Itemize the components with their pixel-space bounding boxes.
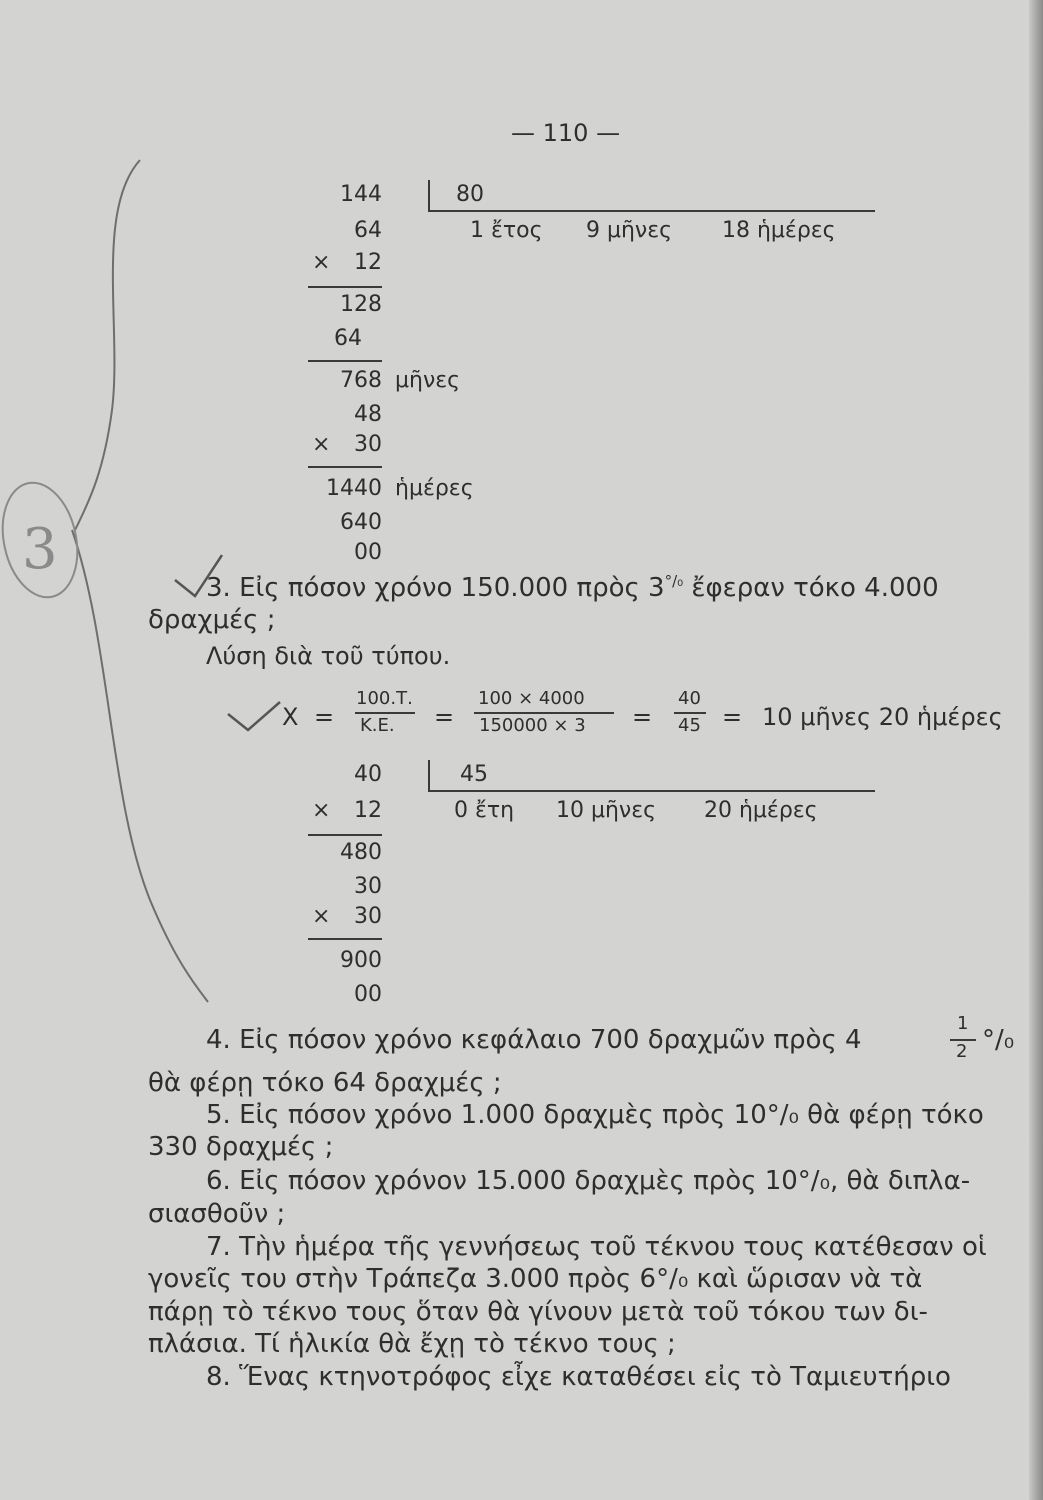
work-row: 30	[354, 904, 382, 929]
fraction-denominator: 2	[956, 1041, 968, 1062]
check-mark-icon	[228, 702, 280, 730]
problem-6-line-2: σιασθοῦν ;	[148, 1199, 286, 1229]
work-row: 640	[340, 510, 382, 535]
solution-label: Λύση διὰ τοῦ τύπου.	[206, 642, 451, 670]
problem-4-line-2: θὰ φέρῃ τόκο 64 δραχμές ;	[148, 1068, 502, 1098]
problem-5-line-2: 330 δραχμές ;	[148, 1132, 334, 1162]
dividend: 40	[354, 762, 382, 787]
quotient-days: 20 ἡμέρες	[704, 798, 818, 823]
work-row: 12	[354, 798, 382, 823]
unit-label: ἡμέρες	[395, 476, 474, 501]
work-row: 128	[340, 292, 382, 317]
fraction-2-denominator: 150000 × 3	[479, 715, 586, 736]
fraction-3-numerator: 40	[678, 688, 701, 709]
work-row: 900	[340, 948, 382, 973]
formula-x: X	[282, 703, 299, 731]
fraction-1-numerator: 100.Τ.	[356, 688, 413, 709]
fraction-numerator: 1	[957, 1013, 969, 1034]
multiply-sign: ×	[312, 250, 331, 275]
work-row: 00	[354, 982, 382, 1007]
work-row: 64	[334, 326, 362, 351]
unit-label: μῆνες	[395, 368, 461, 393]
fraction-1-denominator: Κ.Ε.	[360, 715, 395, 736]
multiply-sign: ×	[312, 904, 331, 929]
divisor: 80	[456, 182, 484, 207]
bracket-lower-stroke	[72, 530, 208, 1002]
problem-3-line-1: 3. Εἰς πόσον χρόνο 150.000 πρὸς $3^{^\circ/_0}$ ἔφεραν τόκο 4.000	[206, 572, 939, 603]
work-row: 480	[340, 840, 382, 865]
problem-7-line-1: 7. Τὴν ἡμέρα τῆς γεννήσεως τοῦ τέκνου τους κατέθεσαν οἱ	[206, 1232, 987, 1262]
work-row: 12	[354, 250, 382, 275]
multiply-sign: ×	[312, 798, 331, 823]
check-mark-icon	[175, 555, 222, 596]
multiply-sign: ×	[312, 432, 331, 457]
problem-8-line-1: 8. Ἕνας κτηνοτρόφος εἶχε καταθέσει εἰς τὸ Ταμιευτήριο	[206, 1362, 951, 1392]
work-row: 30	[354, 874, 382, 899]
problem-3-line-2: δραχμές ;	[148, 605, 276, 635]
problem-4-line-1: 4. Εἰς πόσον χρόνο κεφάλαιο 700 δραχμῶν πρὸς 4	[206, 1025, 862, 1055]
quotient-days: 18 ἡμέρες	[722, 218, 836, 243]
problem-7-line-2: γονεῖς του στὴν Τράπεζα 3.000 πρὸς 6°/₀ καὶ ὥρισαν νὰ τὰ	[148, 1264, 923, 1294]
formula-result: 10 μῆνες 20 ἡμέρες	[762, 703, 1003, 731]
problem-5-line-1: 5. Εἰς πόσον χρόνο 1.000 δραχμὲς πρὸς 10°/₀ θὰ φέρῃ τόκο	[206, 1100, 984, 1130]
fraction-3-denominator: 45	[678, 715, 701, 736]
problem-6-line-1: 6. Εἰς πόσον χρόνον 15.000 δραχμὲς πρὸς 10°/₀, θὰ διπλα-	[206, 1166, 971, 1196]
equals-sign: =	[314, 703, 335, 731]
quotient-years: 0 ἔτη	[454, 798, 515, 823]
circled-number: 3	[22, 517, 58, 582]
bracket-upper-stroke	[75, 160, 140, 530]
work-row: 768	[340, 368, 382, 393]
divisor: 45	[460, 762, 488, 787]
work-row: 00	[354, 540, 382, 565]
equals-sign: =	[722, 703, 743, 731]
work-row: 30	[354, 432, 382, 457]
equals-sign: =	[632, 703, 653, 731]
quotient-months: 10 μῆνες	[556, 798, 657, 823]
problem-7-line-4: πλάσια. Τί ἡλικία θὰ ἔχῃ τὸ τέκνο τους ;	[148, 1329, 676, 1359]
equals-sign: =	[434, 703, 455, 731]
work-row: 48	[354, 402, 382, 427]
work-row: 64	[354, 218, 382, 243]
page-number: — 110 —	[511, 119, 621, 147]
quotient-months: 9 μῆνες	[586, 218, 673, 243]
quotient-years: 1 ἔτος	[470, 218, 543, 243]
work-row: 1440	[326, 476, 382, 501]
percent-sign: °/₀	[982, 1025, 1015, 1055]
dividend: 144	[340, 182, 382, 207]
fraction-2-numerator: 100 × 4000	[478, 688, 585, 709]
problem-7-line-3: πάρῃ τὸ τέκνο τους ὅταν θὰ γίνουν μετὰ τοῦ τόκου των δι-	[148, 1297, 928, 1327]
